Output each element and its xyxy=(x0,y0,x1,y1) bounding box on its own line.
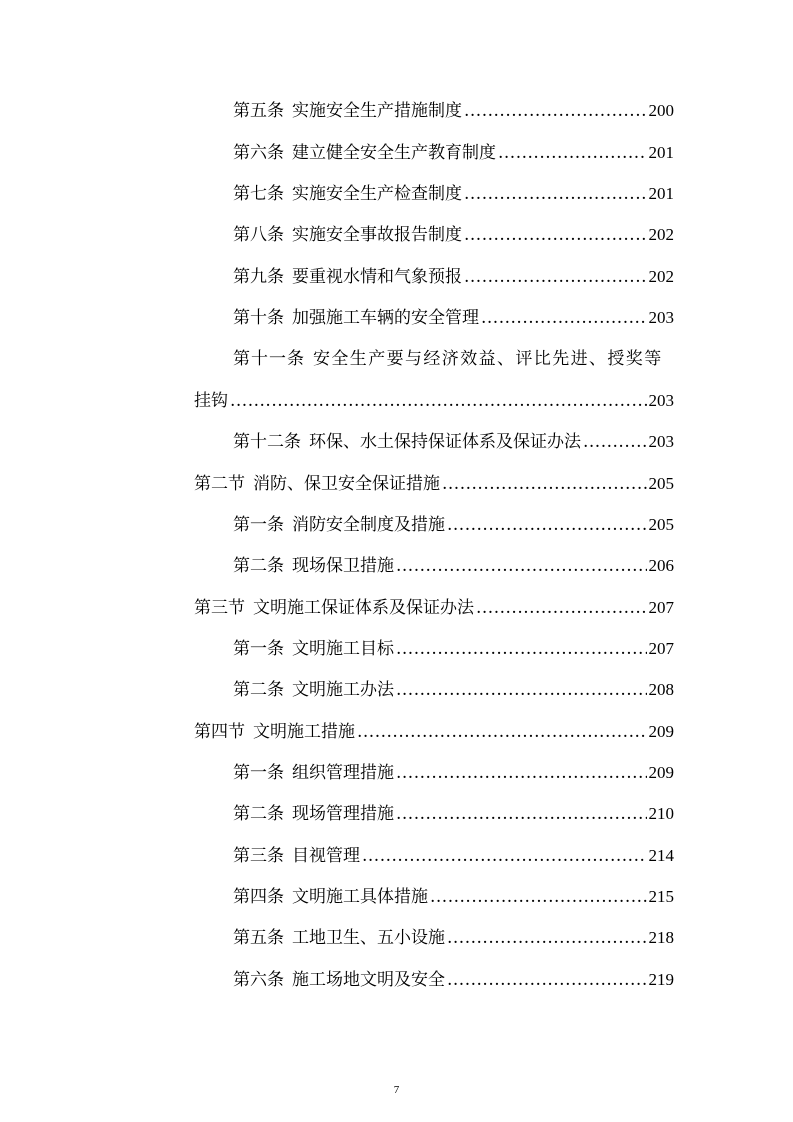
entry-title: 工地卫生、五小设施 xyxy=(292,928,445,948)
dot-leader xyxy=(396,636,647,662)
entry-page: 202 xyxy=(648,267,674,286)
entry-number: 第一条 xyxy=(233,763,284,783)
entry-title: 文明施工目标 xyxy=(292,639,394,659)
toc-section-entry[interactable] xyxy=(0,719,793,745)
dot-leader xyxy=(230,388,647,414)
dot-leader xyxy=(498,140,647,166)
toc-entry[interactable] xyxy=(0,305,793,331)
entry-title: 建立健全安全生产教育制度 xyxy=(292,143,496,163)
dot-leader xyxy=(481,305,647,331)
entry-title: 实施安全生产措施制度 xyxy=(292,101,462,121)
entry-number: 第三节 xyxy=(194,598,245,618)
dot-leader xyxy=(396,760,647,786)
entry-number: 第四条 xyxy=(233,887,284,907)
toc-entry[interactable] xyxy=(0,553,793,579)
toc-entry-wrapped-line2[interactable] xyxy=(0,388,793,414)
toc-entry[interactable] xyxy=(0,760,793,786)
toc-entry[interactable] xyxy=(0,925,793,951)
dot-leader xyxy=(442,471,647,497)
dot-leader xyxy=(447,512,647,538)
entry-title: 消防安全制度及措施 xyxy=(292,515,445,535)
toc-entry[interactable] xyxy=(0,140,793,166)
dot-leader xyxy=(357,719,647,745)
entry-number: 第七条 xyxy=(233,184,284,204)
dot-leader xyxy=(447,925,647,951)
entry-number: 第十二条 xyxy=(233,432,301,452)
entry-number: 第六条 xyxy=(233,970,284,990)
entry-number: 第五条 xyxy=(233,928,284,948)
toc-entry[interactable] xyxy=(0,967,793,993)
entry-title: 要重视水情和气象预报 xyxy=(292,267,462,287)
entry-page: 205 xyxy=(648,474,674,493)
entry-page: 215 xyxy=(648,887,674,906)
entry-title: 文明施工措施 xyxy=(253,722,355,742)
entry-page: 214 xyxy=(648,846,674,865)
entry-number: 第二条 xyxy=(233,556,284,576)
dot-leader xyxy=(464,264,647,290)
entry-page: 202 xyxy=(648,225,674,244)
dot-leader xyxy=(396,801,647,827)
entry-number: 第二节 xyxy=(194,474,245,494)
entry-number: 第六条 xyxy=(233,143,284,163)
entry-page: 218 xyxy=(648,928,674,947)
toc-entry-wrapped-line1[interactable] xyxy=(0,346,793,372)
entry-page: 219 xyxy=(648,970,674,989)
toc-entry[interactable] xyxy=(0,884,793,910)
entry-page: 205 xyxy=(648,515,674,534)
entry-number: 第十条 xyxy=(233,308,284,328)
entry-title: 实施安全事故报告制度 xyxy=(292,225,462,245)
dot-leader xyxy=(583,429,647,455)
entry-page: 201 xyxy=(648,143,674,162)
entry-number: 第五条 xyxy=(233,101,284,121)
entry-title: 安全生产要与经济效益、评比先进、授奖等 xyxy=(313,349,663,369)
entry-page: 203 xyxy=(648,432,674,451)
entry-number: 第九条 xyxy=(233,267,284,287)
toc-entry[interactable] xyxy=(0,181,793,207)
entry-page: 209 xyxy=(648,763,674,782)
toc-entry[interactable] xyxy=(0,512,793,538)
entry-title: 现场管理措施 xyxy=(292,804,394,824)
dot-leader xyxy=(464,181,647,207)
entry-number: 第一条 xyxy=(233,515,284,535)
dot-leader xyxy=(362,843,647,869)
entry-number: 第三条 xyxy=(233,846,284,866)
entry-title: 实施安全生产检查制度 xyxy=(292,184,462,204)
dot-leader xyxy=(430,884,647,910)
entry-number: 第八条 xyxy=(233,225,284,245)
dot-leader xyxy=(464,222,647,248)
entry-page: 201 xyxy=(648,184,674,203)
entry-title: 文明施工具体措施 xyxy=(292,887,428,907)
page-number: 7 xyxy=(393,1084,400,1096)
dot-leader xyxy=(447,967,647,993)
entry-number: 第二条 xyxy=(233,804,284,824)
entry-title: 施工场地文明及安全 xyxy=(292,970,445,990)
entry-title: 加强施工车辆的安全管理 xyxy=(292,308,479,328)
toc-entry[interactable] xyxy=(0,222,793,248)
entry-page: 210 xyxy=(648,804,674,823)
toc-entry[interactable] xyxy=(0,264,793,290)
toc-entry[interactable] xyxy=(0,843,793,869)
entry-number: 第二条 xyxy=(233,680,284,700)
entry-page: 200 xyxy=(648,101,674,120)
entry-number: 第四节 xyxy=(194,722,245,742)
dot-leader xyxy=(476,595,647,621)
toc-section-entry[interactable] xyxy=(0,471,793,497)
entry-title: 消防、保卫安全保证措施 xyxy=(253,474,440,494)
entry-title: 文明施工保证体系及保证办法 xyxy=(253,598,474,618)
entry-page: 203 xyxy=(648,308,674,327)
entry-page: 206 xyxy=(648,556,674,575)
entry-title: 目视管理 xyxy=(292,846,360,866)
toc-entry[interactable] xyxy=(0,98,793,124)
dot-leader xyxy=(396,677,647,703)
toc-section-entry[interactable] xyxy=(0,595,793,621)
entry-title: 组织管理措施 xyxy=(292,763,394,783)
entry-number: 第十一条 xyxy=(233,349,305,369)
toc-entry[interactable] xyxy=(0,636,793,662)
entry-page: 209 xyxy=(648,722,674,741)
entry-page: 207 xyxy=(648,598,674,617)
entry-title: 现场保卫措施 xyxy=(292,556,394,576)
entry-title: 文明施工办法 xyxy=(292,680,394,700)
dot-leader xyxy=(464,98,647,124)
entry-number: 第一条 xyxy=(233,639,284,659)
entry-page: 207 xyxy=(648,639,674,658)
entry-page: 208 xyxy=(648,680,674,699)
toc-entry[interactable] xyxy=(0,429,793,455)
dot-leader xyxy=(396,553,647,579)
entry-title: 挂钩 xyxy=(194,391,228,411)
entry-title: 环保、水土保持保证体系及保证办法 xyxy=(309,432,581,452)
toc-entry[interactable] xyxy=(0,677,793,703)
toc-entry[interactable] xyxy=(0,801,793,827)
entry-page: 203 xyxy=(648,391,674,410)
